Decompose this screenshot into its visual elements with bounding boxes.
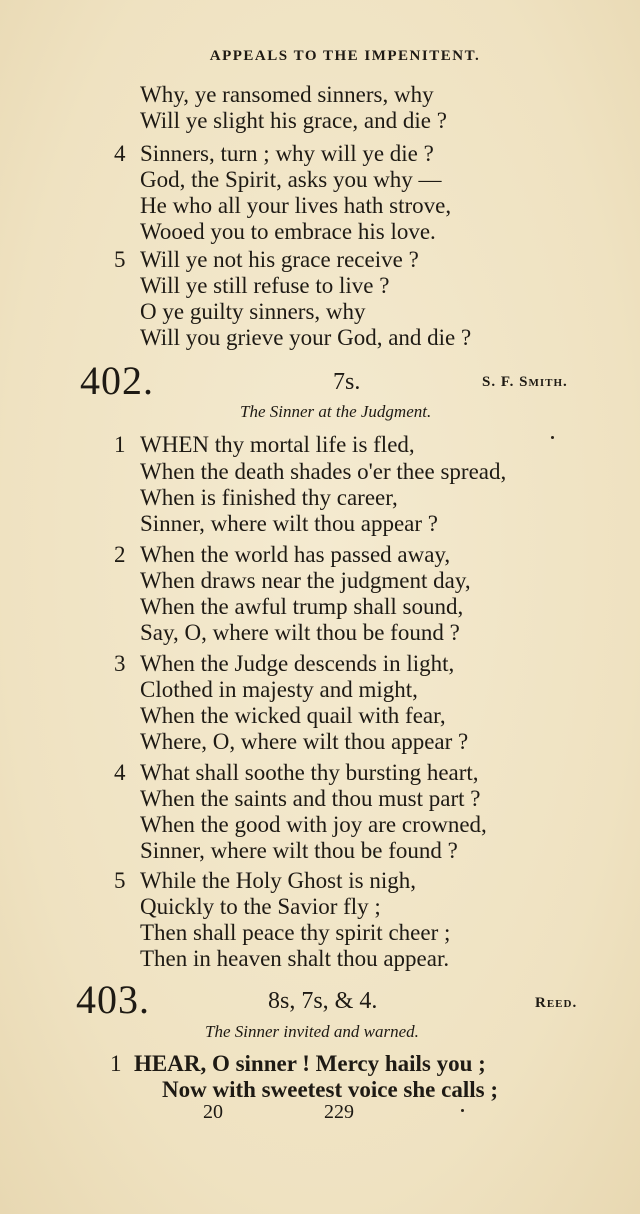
verse-line: While the Holy Ghost is nigh, [140,868,416,893]
verse-number: 1 [114,432,126,457]
verse-line: Clothed in majesty and might, [140,677,418,702]
verse-line: He who all your lives hath strove, [140,193,452,218]
verse-line: When the death shades o'er thee spread, [140,459,507,484]
verse-line: Then shall peace thy spirit cheer ; [140,920,451,945]
verse-line: Why, ye ransomed sinners, why [140,82,434,107]
verse-line: Say, O, where wilt thou be found ? [140,620,460,645]
hymn-title: The Sinner invited and warned. [205,1022,419,1041]
ink-speck [461,1109,464,1112]
verse-number: 5 [114,868,126,893]
verse-number: 2 [114,542,126,567]
hymn-meter: 8s, 7s, & 4. [268,988,378,1014]
verse-line: O ye guilty sinners, why [140,299,366,324]
verse-line: When draws near the judgment day, [140,568,471,593]
verse-line: When the good with joy are crowned, [140,812,487,837]
verse-number: 4 [114,760,126,785]
verse-line: HEAR, O sinner ! Mercy hails you ; [134,1051,486,1076]
verse-line: Sinner, where wilt thou appear ? [140,511,438,536]
verse-line: Will ye slight his grace, and die ? [140,108,447,133]
verse-number: 5 [114,247,126,272]
verse-number: 3 [114,651,126,676]
verse-line: When the awful trump shall sound, [140,594,464,619]
hymn-author: Reed. [535,995,578,1011]
verse-number: 1 [110,1051,122,1076]
running-head: APPEALS TO THE IMPENITENT. [209,48,481,64]
hymn-author: S. F. Smith. [482,374,568,390]
hymn-number: 403. [76,977,150,1022]
hymn-number: 402. [80,358,154,403]
verse-line: Sinners, turn ; why will ye die ? [140,141,434,166]
verse-line: Now with sweetest voice she calls ; [162,1077,498,1102]
hymn-meter: 7s. [333,369,361,395]
verse-line: Wooed you to embrace his love. [140,219,436,244]
page-number: 229 [324,1101,354,1123]
verse-line: Where, O, where wilt thou appear ? [140,729,469,754]
verse-line: Then in heaven shalt thou appear. [140,946,450,971]
verse-line: When the wicked quail with fear, [140,703,446,728]
verse-line: What shall soothe thy bursting heart, [140,760,479,785]
verse-line: Will ye not his grace receive ? [140,247,419,272]
verse-line: WHEN thy mortal life is fled, [140,432,415,457]
ink-speck [551,436,554,439]
hymn-title: The Sinner at the Judgment. [240,402,432,421]
verse-number: 4 [114,141,126,166]
verse-line: When the world has passed away, [140,542,451,567]
verse-line: Will ye still refuse to live ? [140,273,390,298]
verse-line: Sinner, where wilt thou be found ? [140,838,458,863]
verse-line: When the Judge descends in light, [140,651,455,676]
verse-line: When is finished thy career, [140,485,398,510]
verse-line: God, the Spirit, asks you why — [140,167,442,192]
verse-line: When the saints and thou must part ? [140,786,481,811]
verse-line: Will you grieve your God, and die ? [140,325,472,350]
verse-line: Quickly to the Savior fly ; [140,894,381,919]
signature-mark: 20 [203,1101,223,1123]
